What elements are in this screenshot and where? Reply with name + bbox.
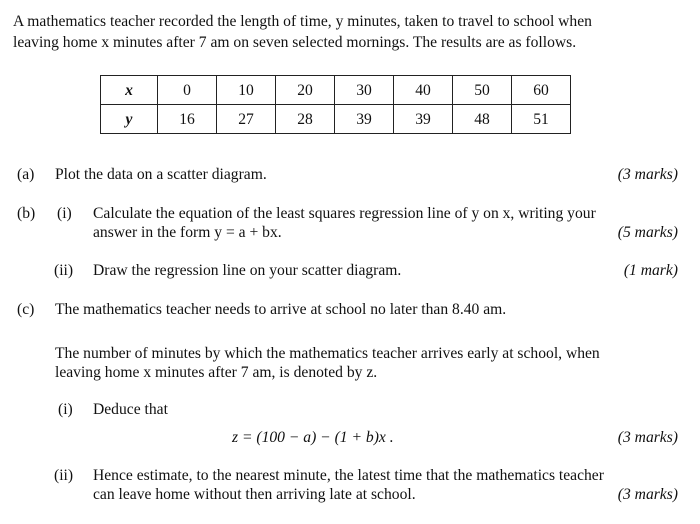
part-b-label: (b) bbox=[17, 205, 36, 222]
table-cell: 39 bbox=[335, 105, 394, 134]
part-b-i-label: (i) bbox=[57, 205, 72, 222]
part-b-i-line-2: answer in the form y = a + bx. bbox=[93, 224, 282, 241]
table-cell: 28 bbox=[276, 105, 335, 134]
part-b-ii-text: Draw the regression line on your scatter diagram. bbox=[93, 262, 402, 279]
part-c-para-line-1: The number of minutes by which the mathematics teacher arrives early at school, when bbox=[55, 345, 600, 362]
row-label-x: x bbox=[101, 76, 158, 105]
part-c-i-label: (i) bbox=[58, 401, 73, 418]
table-cell: 50 bbox=[453, 76, 512, 105]
part-c-text: The mathematics teacher needs to arrive at school no later than 8.40 am. bbox=[55, 301, 507, 318]
part-b-i-line-1: Calculate the equation of the least squares regression line of y on x, writing your bbox=[93, 205, 596, 222]
part-a-text: Plot the data on a scatter diagram. bbox=[55, 166, 267, 183]
table-cell: 10 bbox=[217, 76, 276, 105]
table-cell: 51 bbox=[512, 105, 571, 134]
table-row-x bbox=[101, 76, 571, 105]
part-b-ii-label: (ii) bbox=[54, 262, 74, 279]
table-cell: 39 bbox=[394, 105, 453, 134]
intro-line-2: leaving home x minutes after 7 am on seven selected mornings. The results are as follows. bbox=[13, 34, 577, 51]
table-cell: 48 bbox=[453, 105, 512, 134]
table-row-y bbox=[101, 105, 571, 134]
part-c-equation: z = (100 − a) − (1 + b)x . bbox=[232, 429, 394, 446]
table-cell: 40 bbox=[394, 76, 453, 105]
table-cell: 30 bbox=[335, 76, 394, 105]
data-table bbox=[100, 75, 571, 134]
table-cell: 16 bbox=[158, 105, 217, 134]
part-c-label: (c) bbox=[17, 301, 35, 318]
part-c-ii-line-1: Hence estimate, to the nearest minute, the latest time that the mathematics teacher bbox=[93, 467, 604, 484]
part-a-label: (a) bbox=[17, 166, 35, 183]
part-c-i-marks: (3 marks) bbox=[617, 429, 678, 446]
row-label-y: y bbox=[101, 105, 158, 134]
part-a-marks: (3 marks) bbox=[617, 166, 678, 183]
table-cell: 27 bbox=[217, 105, 276, 134]
part-b-i-marks: (5 marks) bbox=[617, 224, 678, 241]
part-c-para-line-2: leaving home x minutes after 7 am, is denoted by z. bbox=[55, 364, 378, 381]
part-c-ii-line-2: can leave home without then arriving late at school. bbox=[93, 486, 416, 503]
table-cell: 0 bbox=[158, 76, 217, 105]
table-cell: 20 bbox=[276, 76, 335, 105]
part-c-ii-marks: (3 marks) bbox=[617, 486, 678, 503]
part-c-i-text: Deduce that bbox=[93, 401, 168, 418]
part-c-ii-label: (ii) bbox=[54, 467, 74, 484]
table-cell: 60 bbox=[512, 76, 571, 105]
part-b-ii-marks: (1 mark) bbox=[623, 262, 678, 279]
intro-line-1: A mathematics teacher recorded the length of time, y minutes, taken to travel to school when bbox=[13, 13, 592, 30]
